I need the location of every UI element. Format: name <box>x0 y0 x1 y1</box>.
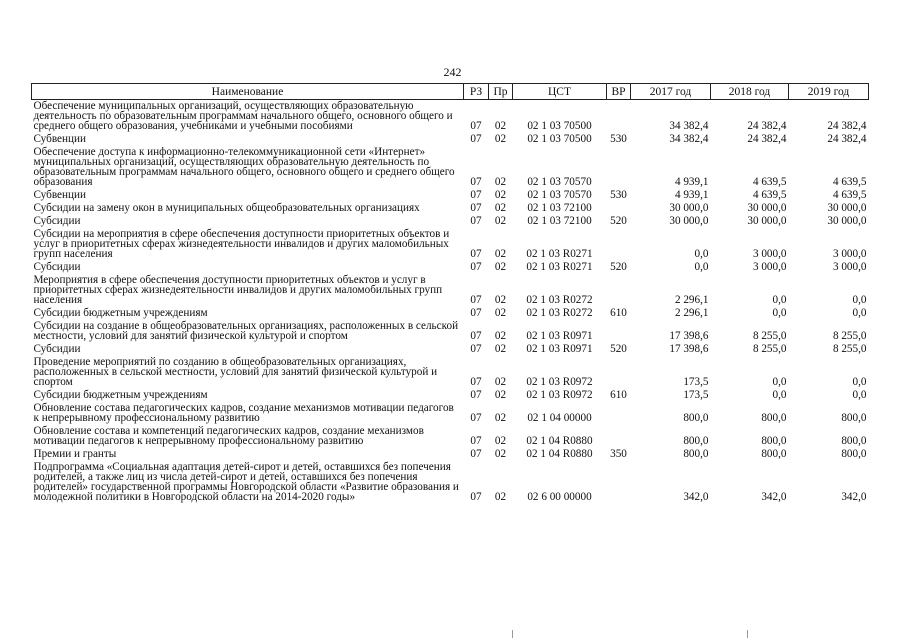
cell-2018: 4 639,5 <box>752 189 787 201</box>
cell-name: Обеспечение доступа к информационно-телекоммуникационной сети «Интернет» муниципальных организаций, осуществляющих образовательную деятельность по образовательным программам начального общего, основного общего и среднего общего образования <box>33 146 455 188</box>
cell-2018: 8 255,0 <box>752 330 787 342</box>
cell-vr <box>607 202 631 215</box>
cell-rz: 07 <box>470 189 482 201</box>
cell-pr: 02 <box>494 435 507 447</box>
cell-2017: 2 296,1 <box>674 294 709 306</box>
cell-2017: 34 382,4 <box>669 120 709 132</box>
cell-2018: 342,0 <box>761 491 787 503</box>
cell-name: Обеспечение муниципальных организаций, осуществляющих образовательную деятельность по образовательным программам начального общего, основного общего и среднего общего образования, учебниками и учебными пособиями <box>33 100 453 132</box>
table-row <box>32 461 869 504</box>
cell-rz: 07 <box>470 389 482 401</box>
cell-2018: 0,0 <box>772 307 787 319</box>
cell-name: Субсидии <box>33 343 81 355</box>
cell-2017: 34 382,4 <box>669 133 709 145</box>
cell-pr: 02 <box>494 261 507 273</box>
cell-2017: 4 939,1 <box>674 189 709 201</box>
cell-name: Субсидии бюджетным учреждениям <box>33 307 208 319</box>
cell-2018: 30 000,0 <box>747 215 787 227</box>
cell-pr: 02 <box>494 248 507 260</box>
cell-pr: 02 <box>494 491 507 503</box>
cell-2019: 800,0 <box>841 435 867 447</box>
cell-pr: 02 <box>494 376 507 388</box>
cell-2019: 30 000,0 <box>827 215 867 227</box>
cell-name: Субвенции <box>33 189 86 201</box>
cell-name: Подпрограмма «Социальная адаптация детей-сирот и детей, оставшихся без попечения родителей, а также лиц из числа детей-сирот и детей, оставшихся без попечения родителей» государственной программы Новгородской области «Развитие образования и молодежной политики в Новгородской области на 2014-2020 годы» <box>33 461 459 503</box>
cell-cst: 02 1 03 70500 <box>527 133 592 145</box>
cell-name: Субсидии бюджетным учреждениям <box>33 389 208 401</box>
table-row <box>32 448 869 461</box>
scan-artifact-mark <box>512 630 513 638</box>
cell-2018: 24 382,4 <box>747 133 787 145</box>
cell-rz: 07 <box>470 448 482 460</box>
cell-vr: 520 <box>610 261 627 273</box>
cell-pr: 02 <box>494 120 507 132</box>
cell-2017: 173,5 <box>683 389 709 401</box>
cell-2018: 3 000,0 <box>752 261 787 273</box>
cell-pr: 02 <box>494 343 507 355</box>
cell-pr: 02 <box>494 176 507 188</box>
cell-cst: 02 1 04 R0880 <box>526 435 593 447</box>
cell-pr: 02 <box>494 412 507 424</box>
cell-cst: 02 1 03 R0272 <box>526 294 593 306</box>
header-cst: ЦСТ <box>513 84 607 100</box>
cell-name: Премии и гранты <box>33 448 117 460</box>
cell-rz: 07 <box>470 435 482 447</box>
cell-cst: 02 1 03 R0972 <box>526 376 593 388</box>
cell-rz: 07 <box>470 491 482 503</box>
table-row <box>32 356 869 389</box>
cell-rz: 07 <box>470 133 482 145</box>
header-rz: РЗ <box>464 84 489 100</box>
cell-2019: 8 255,0 <box>832 343 867 355</box>
table-row <box>32 425 869 448</box>
cell-name: Мероприятия в сфере обеспечения доступности приоритетных объектов и услуг в приоритетных сферах жизнедеятельности инвалидов и других маломобильных групп населения <box>33 274 443 306</box>
page-number: 242 <box>443 65 462 79</box>
cell-name: Субсидии <box>33 261 81 273</box>
cell-vr <box>607 274 631 307</box>
cell-vr: 610 <box>610 389 627 401</box>
cell-rz: 07 <box>470 202 482 214</box>
cell-2019: 0,0 <box>852 376 867 388</box>
cell-name: Субвенции <box>33 133 86 145</box>
cell-2018: 24 382,4 <box>747 120 787 132</box>
cell-2018: 800,0 <box>761 412 787 424</box>
header-2018: 2018 год <box>711 84 789 100</box>
cell-vr: 520 <box>610 343 627 355</box>
table-row <box>32 274 869 307</box>
cell-2017: 800,0 <box>683 412 709 424</box>
cell-2017: 17 398,6 <box>669 330 709 342</box>
cell-rz: 07 <box>470 330 482 342</box>
table-row <box>32 133 869 146</box>
cell-pr: 02 <box>494 215 507 227</box>
budget-table <box>31 83 869 504</box>
table-row <box>32 146 869 189</box>
cell-cst: 02 1 03 70570 <box>527 189 592 201</box>
cell-2017: 173,5 <box>683 376 709 388</box>
cell-vr <box>607 100 631 134</box>
cell-cst: 02 1 04 R0880 <box>526 448 593 460</box>
cell-2017: 342,0 <box>683 491 709 503</box>
header-row <box>32 84 869 100</box>
cell-2019: 4 639,5 <box>832 176 867 188</box>
cell-vr: 350 <box>610 448 627 460</box>
table-row <box>32 228 869 261</box>
table-row <box>32 215 869 228</box>
table-header <box>32 84 869 100</box>
cell-2017: 30 000,0 <box>669 202 709 214</box>
cell-2019: 0,0 <box>852 389 867 401</box>
cell-2019: 3 000,0 <box>832 248 867 260</box>
cell-name: Субсидии на замену окон в муниципальных общеобразовательных организациях <box>33 202 420 214</box>
cell-2018: 4 639,5 <box>752 176 787 188</box>
cell-2019: 0,0 <box>852 307 867 319</box>
table-row <box>32 389 869 402</box>
cell-2019: 24 382,4 <box>827 133 867 145</box>
cell-2018: 0,0 <box>772 376 787 388</box>
cell-2017: 4 939,1 <box>674 176 709 188</box>
cell-rz: 07 <box>470 307 482 319</box>
cell-rz: 07 <box>470 120 482 132</box>
table-row <box>32 402 869 425</box>
cell-2018: 800,0 <box>761 448 787 460</box>
cell-vr: 530 <box>610 133 627 145</box>
cell-rz: 07 <box>470 412 482 424</box>
cell-2017: 0,0 <box>694 261 709 273</box>
cell-name: Субсидии на создание в общеобразовательных организациях, расположенных в сельской местности, условий для занятий физической культурой и спортом <box>33 320 459 342</box>
cell-pr: 02 <box>494 448 507 460</box>
header-vr: ВР <box>607 84 631 100</box>
cell-2018: 3 000,0 <box>752 248 787 260</box>
cell-name: Обновление состава педагогических кадров, создание механизмов мотивации педагогов к непрерывному профессиональному развитию <box>33 402 454 424</box>
table-body <box>32 100 869 505</box>
table-row <box>32 320 869 343</box>
cell-2019: 0,0 <box>852 294 867 306</box>
cell-cst: 02 1 03 R0971 <box>526 330 593 342</box>
cell-2019: 342,0 <box>841 491 867 503</box>
table-row <box>32 189 869 202</box>
scan-artifact-mark <box>747 630 748 638</box>
cell-rz: 07 <box>470 343 482 355</box>
header-2019: 2019 год <box>789 84 869 100</box>
cell-vr <box>607 402 631 425</box>
cell-2017: 800,0 <box>683 435 709 447</box>
cell-name: Субсидии на мероприятия в сфере обеспечения доступности приоритетных объектов и услуг в приоритетных сферах жизнедеятельности инвалидов и других маломобильных групп населения <box>33 228 450 260</box>
cell-rz: 07 <box>470 294 482 306</box>
table-row <box>32 202 869 215</box>
table-row <box>32 261 869 274</box>
cell-2019: 30 000,0 <box>827 202 867 214</box>
cell-pr: 02 <box>494 330 507 342</box>
cell-vr <box>607 461 631 504</box>
cell-cst: 02 1 03 72100 <box>527 202 592 214</box>
cell-rz: 07 <box>470 215 482 227</box>
cell-vr <box>607 425 631 448</box>
cell-2019: 8 255,0 <box>832 330 867 342</box>
cell-vr <box>607 146 631 189</box>
cell-2018: 0,0 <box>772 294 787 306</box>
cell-rz: 07 <box>470 261 482 273</box>
cell-name: Обновление состава и компетенций педагогических кадров, создание механизмов мотивации педагогов к непрерывному профессиональному развитию <box>33 425 424 447</box>
cell-cst: 02 1 03 R0271 <box>526 248 593 260</box>
table-row <box>32 307 869 320</box>
cell-cst: 02 1 03 R0972 <box>526 389 593 401</box>
cell-2019: 3 000,0 <box>832 261 867 273</box>
cell-name: Субсидии <box>33 215 81 227</box>
cell-cst: 02 1 03 R0272 <box>526 307 593 319</box>
header-name: Наименование <box>32 84 464 100</box>
cell-vr <box>607 356 631 389</box>
cell-2018: 800,0 <box>761 435 787 447</box>
cell-cst: 02 1 03 72100 <box>527 215 592 227</box>
cell-pr: 02 <box>494 389 507 401</box>
cell-2017: 17 398,6 <box>669 343 709 355</box>
cell-2017: 2 296,1 <box>674 307 709 319</box>
table-row <box>32 343 869 356</box>
table-row <box>32 100 869 134</box>
cell-2017: 800,0 <box>683 448 709 460</box>
cell-vr: 520 <box>610 215 627 227</box>
cell-cst: 02 1 03 70570 <box>527 176 592 188</box>
cell-pr: 02 <box>494 133 507 145</box>
cell-cst: 02 1 03 R0971 <box>526 343 593 355</box>
cell-vr <box>607 228 631 261</box>
cell-2018: 8 255,0 <box>752 343 787 355</box>
cell-cst: 02 1 03 R0271 <box>526 261 593 273</box>
cell-2019: 24 382,4 <box>827 120 867 132</box>
cell-2017: 0,0 <box>694 248 709 260</box>
cell-rz: 07 <box>470 376 482 388</box>
cell-name: Проведение мероприятий по созданию в общеобразовательных организациях, расположенных в сельской местности, условий для занятий физической культурой и спортом <box>33 356 438 388</box>
cell-cst: 02 1 03 70500 <box>527 120 592 132</box>
cell-2017: 30 000,0 <box>669 215 709 227</box>
cell-2019: 800,0 <box>841 448 867 460</box>
header-pr: Пр <box>489 84 513 100</box>
cell-2019: 4 639,5 <box>832 189 867 201</box>
cell-vr: 530 <box>610 189 627 201</box>
cell-cst: 02 6 00 00000 <box>527 491 592 503</box>
cell-pr: 02 <box>494 202 507 214</box>
cell-rz: 07 <box>470 248 482 260</box>
cell-2018: 0,0 <box>772 389 787 401</box>
cell-pr: 02 <box>494 189 507 201</box>
cell-vr: 610 <box>610 307 627 319</box>
cell-pr: 02 <box>494 294 507 306</box>
cell-pr: 02 <box>494 307 507 319</box>
header-2017: 2017 год <box>631 84 711 100</box>
cell-vr <box>607 320 631 343</box>
cell-cst: 02 1 04 00000 <box>527 412 592 424</box>
cell-rz: 07 <box>470 176 482 188</box>
cell-2018: 30 000,0 <box>747 202 787 214</box>
cell-2019: 800,0 <box>841 412 867 424</box>
